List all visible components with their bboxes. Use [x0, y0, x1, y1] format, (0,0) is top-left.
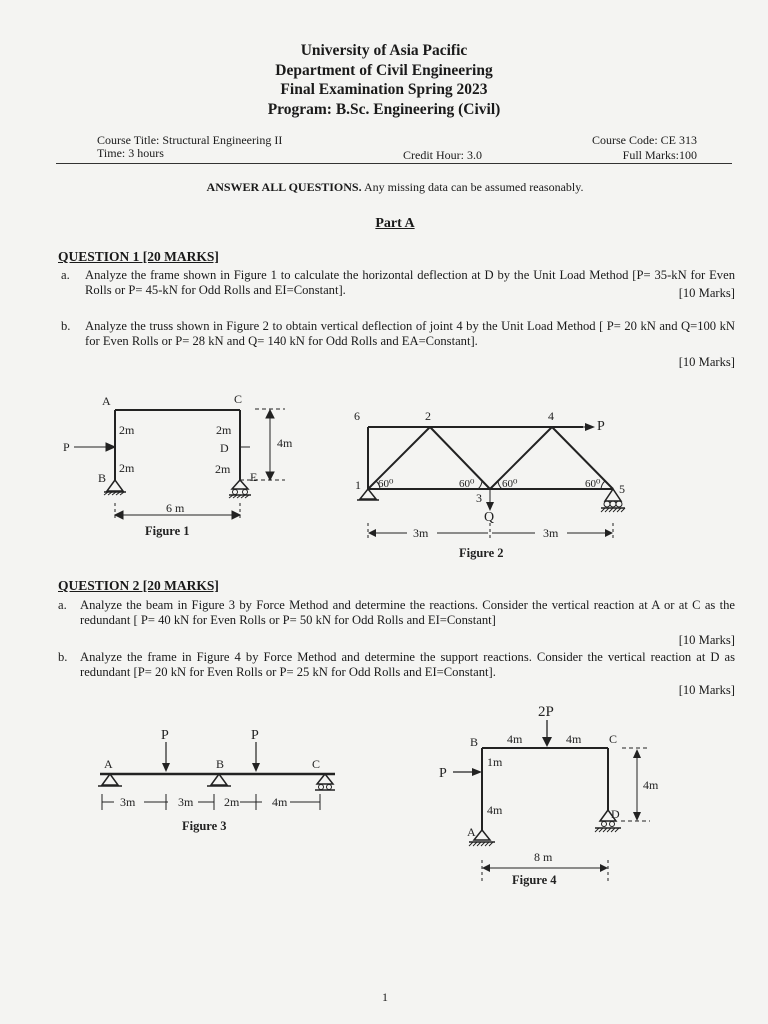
fig4-dim-4m-a: 4m: [507, 732, 523, 746]
fig4-label-d: D: [611, 807, 620, 821]
instruction-rest: Any missing data can be assumed reasonably.: [361, 180, 584, 194]
fig1-label-d: D: [220, 441, 229, 455]
figure-4: [425, 700, 675, 895]
q2b-marks: [10 Marks]: [678, 683, 735, 697]
exam-time: Time: 3 hours: [97, 146, 164, 160]
fig4-label-a: A: [467, 825, 476, 839]
fig2-caption: Figure 2: [459, 546, 504, 560]
fig3-dim-4m: 4m: [272, 795, 288, 809]
fig4-dim-4m-d: 4m: [643, 778, 659, 792]
fig2-angle-1: 60⁰: [378, 478, 394, 490]
program-name: Program: B.Sc. Engineering (Civil): [267, 101, 501, 118]
fig2-node-5: 5: [619, 482, 625, 496]
q1a-text: Analyze the frame shown in Figure 1 to calculate the horizontal deflection at D by the Unit Load Method [P= 35-kN for Even Rolls or P= 45-kN for Odd Rolls and EI=Constant].: [85, 268, 735, 297]
fig4-caption: Figure 4: [512, 873, 557, 887]
exam-name: Final Examination Spring 2023: [280, 81, 488, 98]
fig1-label-p: P: [63, 440, 70, 454]
q2b-text: Analyze the frame in Figure 4 by Force Method and determine the support reactions. Consider the vertical reaction at D as redundant [P= 20 kN for Even Rolls or P= 25 kN for Odd Rolls and EI=Constant].: [80, 650, 735, 679]
fig3-label-b: B: [216, 757, 225, 771]
fig2-dim-3m-a: 3m: [413, 526, 429, 540]
fig1-label-a: A: [102, 394, 111, 408]
fig2-angle-4: 60⁰: [585, 478, 601, 490]
fig1-dim-2m-b: 2m: [119, 461, 135, 475]
fig2-load-q: Q: [484, 510, 495, 525]
fig2-node-3: 3: [476, 491, 482, 505]
part-heading: Part A: [375, 216, 415, 231]
fig4-dim-4m-c: 4m: [487, 803, 503, 817]
q1b-marks: [10 Marks]: [678, 355, 735, 369]
fig3-load-p2: P: [251, 728, 259, 743]
figure-2: [345, 405, 645, 565]
course-title: Course Title: Structural Engineering II: [97, 133, 283, 147]
fig1-label-b: B: [98, 471, 107, 485]
fig2-dim-3m-b: 3m: [543, 526, 559, 540]
q2a-text: Analyze the beam in Figure 3 by Force Method and determine the reactions. Consider the vertical reaction at A or at C as the redundant [ P= 40 kN for Even Rolls or P= 50 kN for Odd Rolls and EI=Constant]: [80, 598, 735, 627]
fig2-node-1: 1: [355, 478, 361, 492]
course-code: Course Code: CE 313: [592, 133, 697, 147]
fig1-dim-2m-a: 2m: [119, 423, 135, 437]
fig1-caption: Figure 1: [145, 524, 190, 538]
fig1-dim-6m: 6 m: [166, 501, 185, 515]
fig2-load-p: P: [597, 419, 605, 434]
figure-1: [60, 385, 310, 545]
question-2-title: QUESTION 2 [20 MARKS]: [58, 578, 219, 593]
fig4-label-c: C: [609, 732, 618, 746]
figure-3: [90, 722, 340, 837]
fig2-node-6: 6: [354, 409, 360, 423]
fig4-load-2p: 2P: [538, 704, 554, 720]
fig1-label-e: E: [250, 470, 258, 484]
question-1-title: QUESTION 1 [20 MARKS]: [58, 249, 219, 264]
instruction-bold: ANSWER ALL QUESTIONS.: [206, 180, 362, 194]
fig4-dim-1m: 1m: [487, 755, 503, 769]
fig1-dim-2m-d: 2m: [215, 462, 231, 476]
fig3-label-a: A: [104, 757, 113, 771]
university-name: University of Asia Pacific: [300, 42, 468, 59]
fig1-dim-2m-c: 2m: [216, 423, 232, 437]
page-number: 1: [382, 990, 388, 1004]
fig2-node-4: 4: [548, 409, 554, 423]
fig4-dim-8m: 8 m: [534, 850, 553, 864]
fig3-dim-2m: 2m: [224, 795, 240, 809]
fig3-dim-3m-b: 3m: [178, 795, 194, 809]
fig3-label-c: C: [312, 757, 321, 771]
fig3-load-p1: P: [161, 728, 169, 743]
q1b-text: Analyze the truss shown in Figure 2 to obtain vertical deflection of joint 4 by the Unit Load Method [ P= 20 kN and Q=100 kN for Even Rolls or P= 28 kN and Q= 140 kN for Odd Rolls and EA=Constant].: [85, 319, 735, 348]
fig4-dim-4m-b: 4m: [566, 732, 582, 746]
header-rule: [56, 163, 732, 164]
q1a-label: a.: [61, 268, 70, 282]
fig1-dim-4m: 4m: [277, 436, 293, 450]
fig2-angle-3: 60⁰: [502, 478, 518, 490]
department-name: Department of Civil Engineering: [275, 62, 493, 79]
q1a-marks: [10 Marks]: [678, 286, 735, 300]
instruction: [0, 180, 768, 195]
credit-hour: Credit Hour: 3.0: [403, 148, 482, 162]
fig2-angle-2: 60⁰: [459, 478, 475, 490]
q2a-label: a.: [58, 598, 67, 612]
fig1-label-c: C: [234, 392, 243, 406]
fig4-load-p: P: [439, 766, 447, 781]
q2a-marks: [10 Marks]: [678, 633, 735, 647]
q2b-label: b.: [58, 650, 68, 664]
full-marks: Full Marks:100: [622, 148, 697, 162]
fig2-node-2: 2: [425, 409, 431, 423]
fig3-caption: Figure 3: [182, 819, 227, 833]
fig4-label-b: B: [470, 735, 479, 749]
fig3-dim-3m-a: 3m: [120, 795, 136, 809]
q1b-label: b.: [61, 319, 71, 333]
